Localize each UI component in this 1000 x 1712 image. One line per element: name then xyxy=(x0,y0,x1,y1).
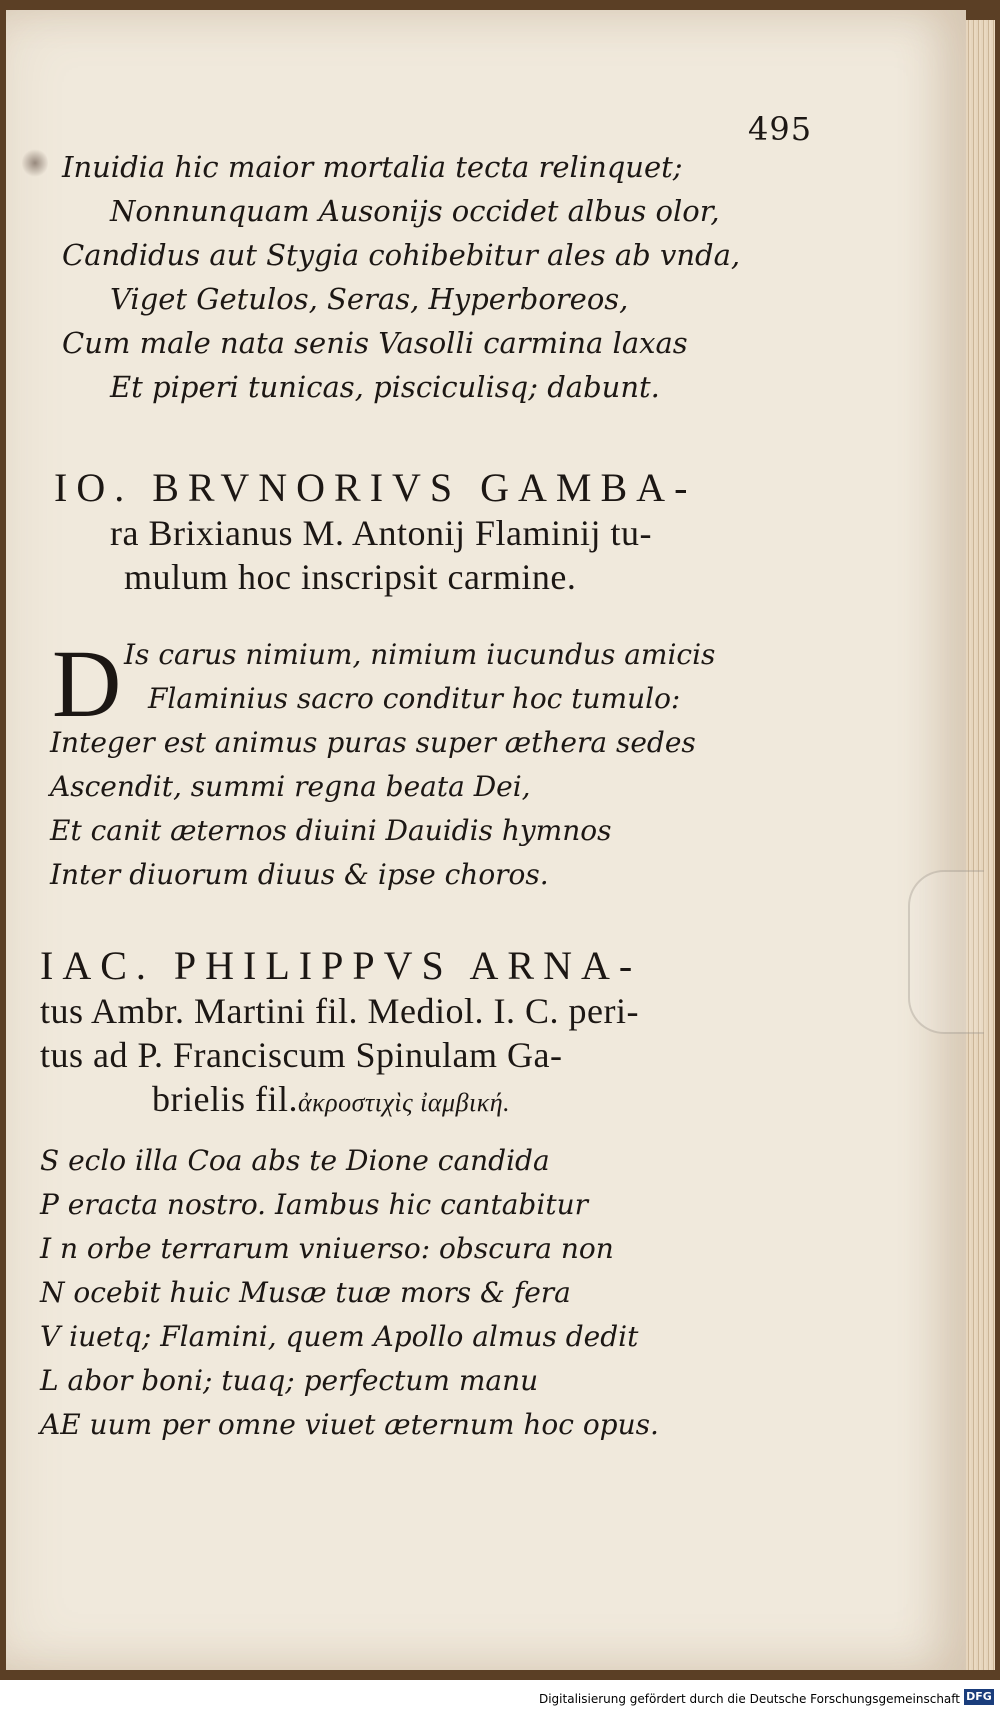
verse-line: Inuidia hic maior mortalia tecta relinquet; xyxy=(62,150,683,184)
digitization-footer xyxy=(0,1684,1000,1712)
page-number: 495 xyxy=(748,110,813,148)
acrostic-line: L abor boni; tuaq; perfectum manu xyxy=(40,1364,539,1397)
verse-line: Et piperi tunicas, pisciculisq; dabunt. xyxy=(110,370,660,404)
ink-smudge xyxy=(22,148,48,178)
verse-line: Cum male nata senis Vasolli carmina laxas xyxy=(62,326,688,360)
section-heading: IAC. PHILIPPVS ARNA- xyxy=(40,943,642,988)
acrostic-line: S eclo illa Coa abs te Dione candida xyxy=(40,1144,550,1177)
heading-latin-text: brielis fil. xyxy=(152,1079,298,1119)
book-page xyxy=(6,10,966,1670)
verse-line: Candidus aut Stygia cohibebitur ales ab vnda, xyxy=(62,238,741,272)
acrostic-line: V iuetq; Flamini, quem Apollo almus dedit xyxy=(40,1320,639,1353)
section-heading-line xyxy=(152,1078,510,1120)
verse-line: Viget Getulos, Seras, Hyperboreos, xyxy=(110,282,629,316)
footer-credit-text: Digitalisierung gefördert durch die Deutsche Forschungsgemeinschaft xyxy=(538,1692,960,1706)
dfg-logo: DFG xyxy=(964,1689,994,1705)
verse-line: Nonnunquam Ausonijs occidet albus olor, xyxy=(110,194,720,228)
verse-line: Integer est animus puras super æthera sedes xyxy=(50,726,696,759)
acrostic-line: N ocebit huic Musæ tuæ mors & fera xyxy=(40,1276,571,1309)
acrostic-line: P eracta nostro. Iambus hic cantabitur xyxy=(40,1188,588,1221)
verse-line: Ascendit, summi regna beata Dei, xyxy=(50,770,531,803)
drop-cap-letter: D xyxy=(52,630,122,737)
verse-line: Et canit æternos diuini Dauidis hymnos xyxy=(50,814,612,847)
acrostic-line: AE uum per omne viuet æternum hoc opus. xyxy=(40,1408,659,1441)
page-tab-clip xyxy=(908,870,984,1034)
acrostic-line: I n orbe terrarum vniuerso: obscura non xyxy=(40,1232,614,1265)
verse-line: Is carus nimium, nimium iucundus amicis xyxy=(124,638,716,671)
verse-line: Inter diuorum diuus & ipse choros. xyxy=(50,858,549,891)
heading-greek-text: ἀκροστιχὶς ἰαμβική. xyxy=(297,1088,511,1117)
verse-line: Flaminius sacro conditur hoc tumulo: xyxy=(148,682,681,715)
section-heading-line: tus ad P. Franciscum Spinulam Ga- xyxy=(40,1035,563,1075)
section-heading: IO. BRVNORIVS GAMBA- xyxy=(54,465,697,510)
section-heading-line: mulum hoc inscripsit carmine. xyxy=(124,557,577,597)
section-heading-line: ra Brixianus M. Antonij Flaminij tu- xyxy=(110,513,652,553)
section-heading-line: tus Ambr. Martini fil. Mediol. I. C. peri- xyxy=(40,991,639,1031)
